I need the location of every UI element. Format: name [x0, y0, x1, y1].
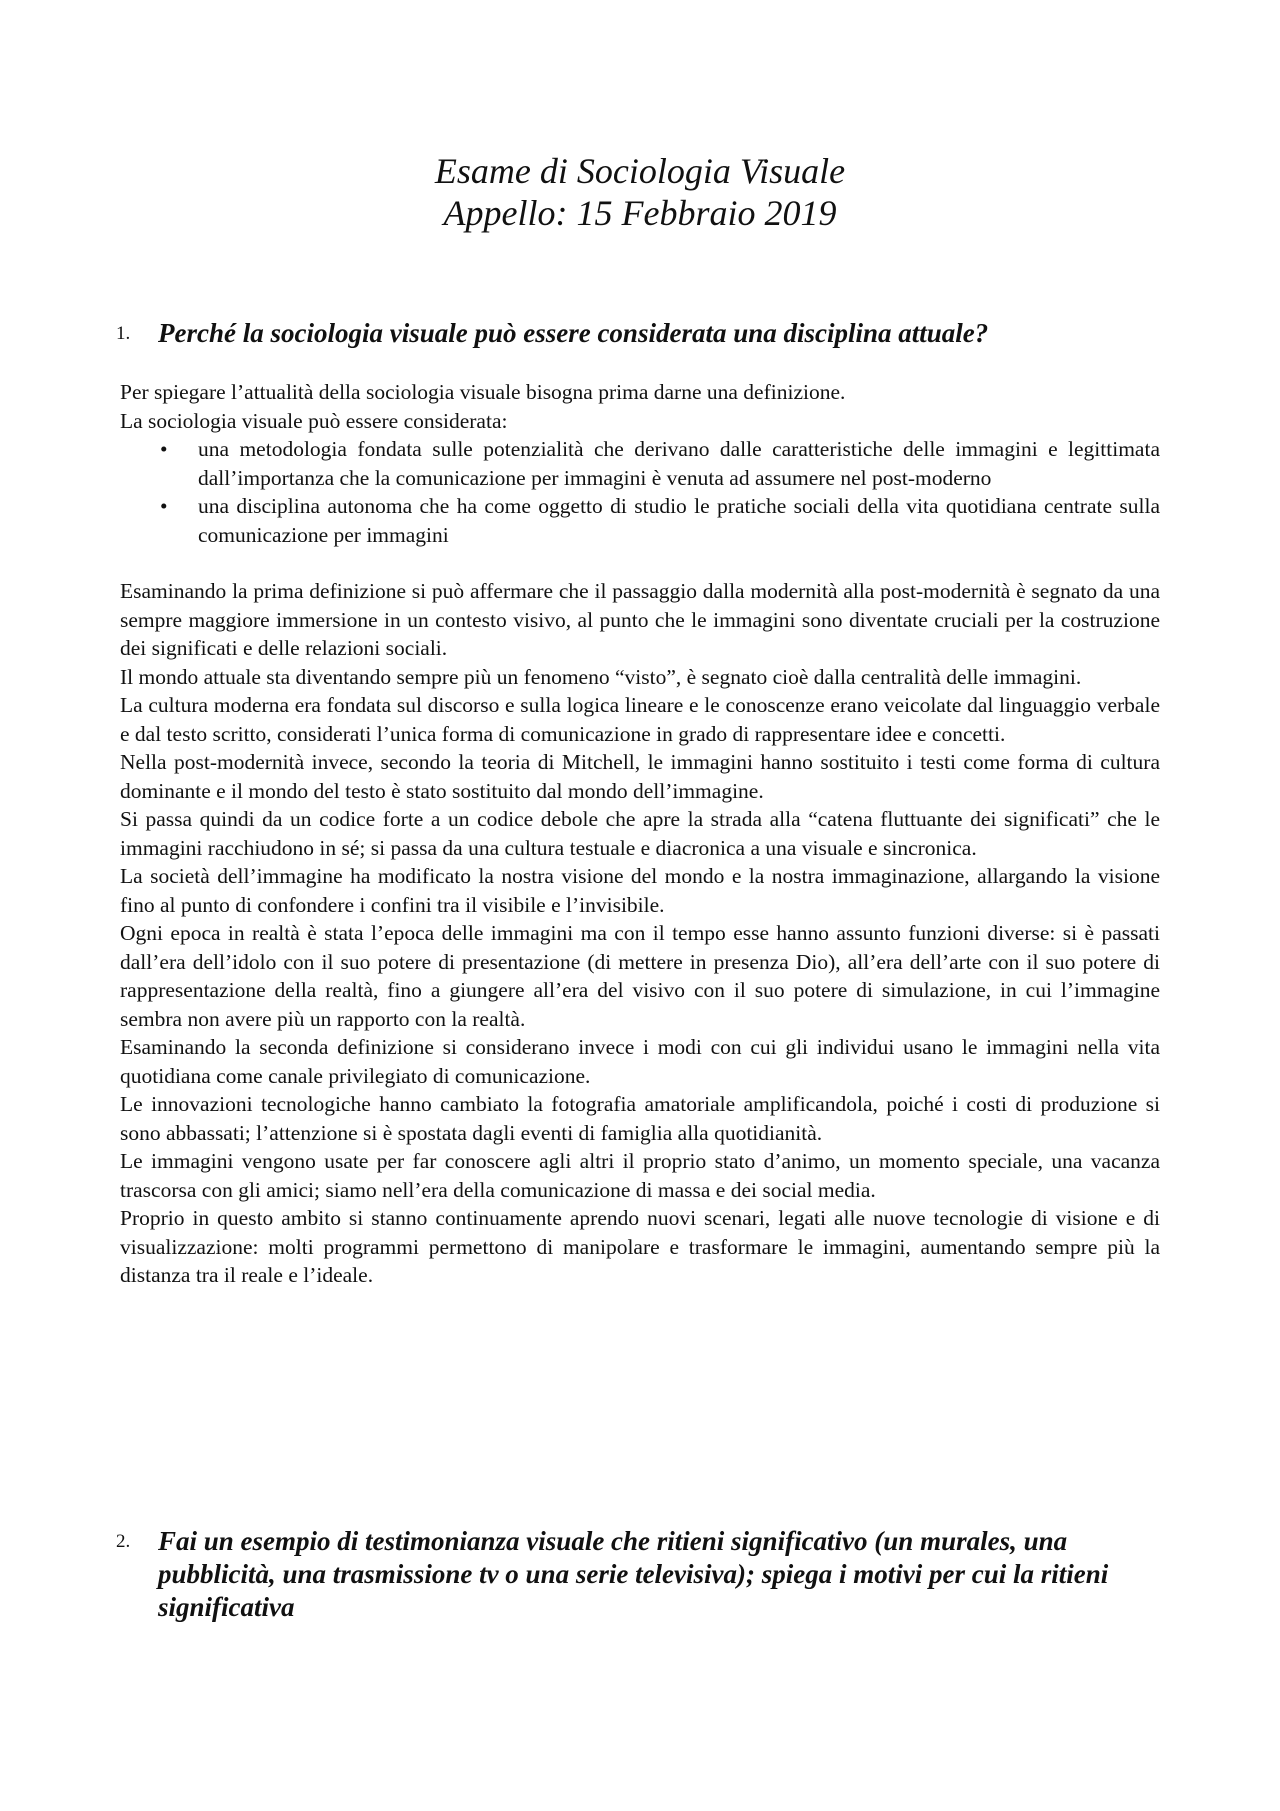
paragraph: La cultura moderna era fondata sul discorso e sulla logica lineare e le conoscenze erano veicolate dal linguaggio verbale e dal testo scritto, considerati l’unica forma di comunicazione in grado di rappresentare idee e concetti.	[120, 693, 1160, 746]
list-item-text: una disciplina autonoma che ha come oggetto di studio le pratiche sociali della vita quotidiana centrate sulla comunicazione per immagini	[198, 494, 1160, 547]
title-line-1: Esame di Sociologia Visuale	[434, 151, 846, 191]
paragraph: Le immagini vengono usate per far conoscere agli altri il proprio stato d’animo, un momento speciale, una vacanza trascorsa con gli amici; siamo nell’era della comunicazione di massa e dei social media.	[120, 1149, 1160, 1202]
answer-1-intro-2: La sociologia visuale può essere considerata:	[120, 408, 508, 433]
paragraph-gap	[120, 549, 1160, 577]
question-2-number: 2.	[116, 1531, 131, 1552]
definition-list	[120, 435, 1160, 549]
question-1-number: 1.	[116, 323, 131, 344]
bullet-icon: •	[160, 494, 168, 518]
paragraph: Si passa quindi da un codice forte a un codice debole che apre la strada alla “catena fluttuante dei significati” che le immagini racchiudono in sé; si passa da una cultura testuale e diacronica a una visuale e sincronica.	[120, 807, 1160, 860]
paragraph: Il mondo attuale sta diventando sempre più un fenomeno “visto”, è segnato cioè dalla centralità delle immagini.	[120, 664, 1082, 689]
paragraph: Ogni epoca in realtà è stata l’epoca delle immagini ma con il tempo esse hanno assunto funzioni diverse: si è passati dall’era dell’idolo con il suo potere di presentazione (di mettere in presenza Dio), all’era dell’arte con il suo potere di rappresentazione della realtà, fino a giungere all’era del visivo con il suo potere di simulazione, in cui l’immagine sembra non avere più un rapporto con la realtà.	[120, 921, 1160, 1031]
answer-1	[120, 378, 1160, 1290]
title-line-2: Appello: 15 Febbraio 2019	[443, 193, 837, 233]
list-item-text: una metodologia fondata sulle potenzialità che derivano dalle caratteristiche delle immagini e legittimata dall’importanza che la comunicazione per immagini è venuta ad assumere nel post-moderno	[198, 437, 1160, 490]
paragraph: La società dell’immagine ha modificato la nostra visione del mondo e la nostra immaginazione, allargando la visione fino al punto di confondere i confini tra il visibile e l’invisibile.	[120, 864, 1160, 917]
question-1-heading	[116, 317, 1158, 350]
list-item	[120, 492, 1160, 549]
paragraph: Esaminando la prima definizione si può affermare che il passaggio dalla modernità alla post-modernità è segnato da una sempre maggiore immersione in un contesto visivo, al punto che le immagini sono diventate cruciali per la costruzione dei significati e delle relazioni sociali.	[120, 579, 1160, 660]
question-2-heading	[116, 1525, 1158, 1624]
bullet-icon: •	[160, 437, 168, 461]
paragraph: Le innovazioni tecnologiche hanno cambiato la fotografia amatoriale amplificandola, poiché i costi di produzione si sono abbassati; l’attenzione si è spostata dagli eventi di famiglia alla quotidianità.	[120, 1092, 1160, 1145]
paragraph: Proprio in questo ambito si stanno continuamente aprendo nuovi scenari, legati alle nuove tecnologie di visione e di visualizzazione: molti programmi permettono di manipolare e trasformare le immagini, aumentando sempre più la distanza tra il reale e l’ideale.	[120, 1206, 1160, 1287]
question-2-text: Fai un esempio di testimonianza visuale che ritieni significativo (un murales, una pubblicità, una trasmissione tv o una serie televisiva); spiega i motivi per cui la ritieni significativa	[158, 1526, 1109, 1622]
document-title	[0, 150, 1280, 234]
answer-1-intro-1: Per spiegare l’attualità della sociologia visuale bisogna prima darne una definizione.	[120, 380, 846, 404]
question-1-text: Perché la sociologia visuale può essere considerata una disciplina attuale?	[158, 318, 989, 348]
paragraph: Nella post-modernità invece, secondo la teoria di Mitchell, le immagini hanno sostituito i testi come forma di cultura dominante e il mondo del testo è stato sostituito dal mondo dell’immagine.	[120, 750, 1160, 803]
paragraph: Esaminando la seconda definizione si considerano invece i modi con cui gli individui usano le immagini nella vita quotidiana come canale privilegiato di comunicazione.	[120, 1035, 1160, 1088]
list-item	[120, 435, 1160, 492]
